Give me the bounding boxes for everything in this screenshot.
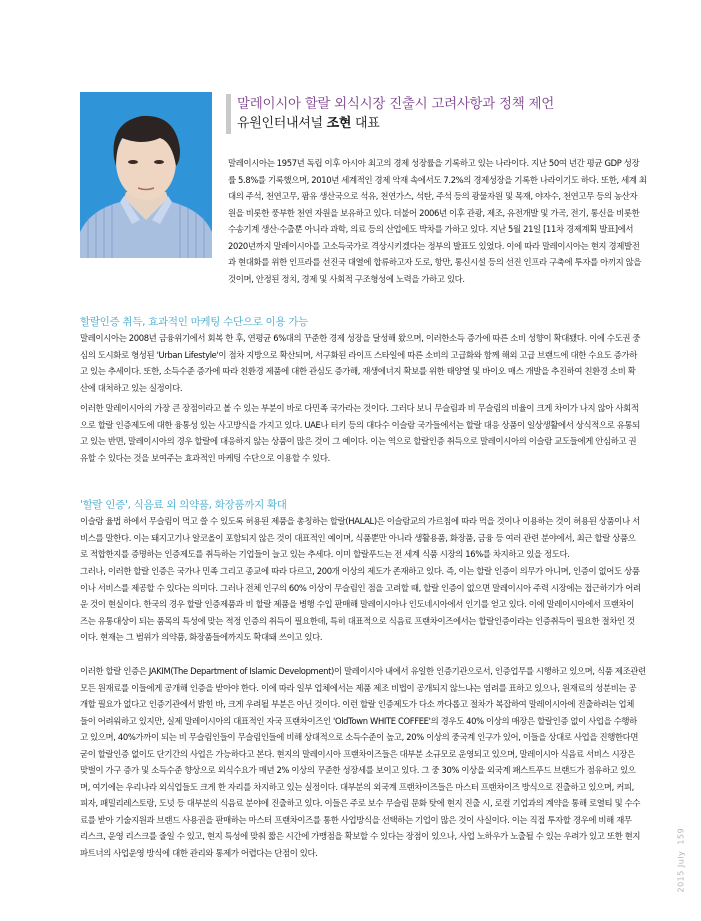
text-line: 고 있으며, 40%가까이 되는 비 무슬림인들이 무슬림인들에 비해 상대적으로 소득수준이 높고, 20% 이상의 중국계 인구가 있어, 이들을 상대로 사업을 진행한다면 — [80, 732, 639, 742]
section-heading: 할랄인증 취득, 효과적인 마케팅 수단으로 이용 가능 — [80, 316, 308, 328]
text-line: 이러한 할랄 인증은 JAKIM(The Department of Islamic Development)이 말레이시아 내에서 유일한 인증기관으로서, 인증업무를 시행하고 있으며, 식품 제조관련 — [80, 666, 646, 676]
text-line: 유할 수 있다는 것을 보여주는 효과적인 마케팅 수단으로 이용할 수 있다. — [80, 452, 330, 463]
text-line: 이나 서비스를 제공할 수 있다는 의미다. 그러나 전체 인구의 60% 이상이 무슬림인 점을 고려할 때, 할랄 인증이 없으면 말레이시아 주력 시장에는 접근하기가 어려 — [80, 582, 641, 593]
text-line: 피자, 패밀리레스토랑, 도넛 등 대부분의 식음료 분야에 진출하고 있다. 이들은 주로 보수 무슬림 문화 탓에 현지 진출 시, 로컬 기업과의 계약을 통해 로열티 및 수수 — [80, 798, 641, 808]
article-byline — [237, 114, 554, 134]
text-line: 며, 여기에는 우리나라 외식업들도 크게 한 자리를 차지하고 있는 실정이다. 대부분의 외국계 프랜차이즈들은 마스터 프랜차이즈 방식으로 진출하고 있으며, 커피, — [80, 781, 634, 792]
text-line: 심의 도시화로 형성된 'Urban Lifestyle'이 점차 지방으로 확산되며, 서구화된 라이프 스타일에 따른 소비의 고급화와 함께 해외 고급 브랜드에 대한 수요도 증가하 — [80, 349, 637, 360]
section-1-paragraph-1 — [80, 330, 688, 396]
page-footer — [674, 805, 688, 895]
text-line: 으로 할랄 인증제도에 대한 융통성 있는 사고방식을 가지고 있다. UAE나 터키 등의 대다수 이슬람 국가들에서는 할랄 대응 상품이 일상생활에서 상식적으로 유통되 — [80, 419, 641, 430]
text-line: 모든 원재료를 이들에게 공개해 인증을 받아야 한다. 이에 따라 일부 업체에서는 제품 제조 비법이 공개되지 않느냐는 염려를 표하고 있으나, 원재료의 성분비는 공 — [80, 682, 637, 693]
text-line: 굳이 할랄인증 없이도 단기간의 사업은 가능하다고 본다. 현지의 말레이시아 프랜차이즈들은 대부분 소규모로 운영되고 있으며, 말레이시아 식음료 서비스 시장은 — [80, 748, 635, 759]
section-heading: '할랄 인증', 식음료 외 의약품, 화장품까지 확대 — [80, 499, 287, 511]
text-line: 말레이시아는 2008년 금융위기에서 회복 한 후, 연평균 6%대의 꾸준한 경제 성장을 달성해 왔으며, 이러한소득 증가에 따른 소비 성향이 확대됐다. 이에 수도권 중 — [80, 333, 641, 343]
text-line: 맞벌이 가구 증가 및 소득수준 향상으로 외식수요가 매년 2% 이상의 꾸준한 성장세를 보이고 있다. 그 중 30% 이상을 외국계 패스트푸드 브랜드가 점유하고 있으 — [80, 765, 636, 775]
text-line: 즈는 유통대상이 되는 품목의 특성에 맞는 적정 인증의 취득이 필요한데, 특히 대표적으로 식음료 프랜차이즈에서는 할랄인증이라는 인증취득이 필요한 절차인 것 — [80, 615, 635, 626]
page-number: 159 — [676, 827, 686, 845]
text-line: 과 현대화를 위한 인프라를 선진국 대열에 합류하고자 도로, 항만, 통신시설 등의 선진 인프라 구축에 투자를 아끼지 않을 — [228, 257, 642, 267]
section-1-paragraph-2 — [80, 400, 688, 466]
section-2-paragraph-1 — [80, 513, 688, 563]
text-line: 산에 대처하고 있는 실정이다. — [80, 382, 183, 393]
text-line: 이다. 현재는 그 범위가 의약품, 화장품들에까지도 확대돼 쓰이고 있다. — [80, 632, 323, 642]
text-line: 운 것이 현실이다. 한국의 경우 할랄 인증제품과 비 할랄 제품을 병행 수입 판매해 말레이시아나 인도네시아에서 인기를 얻고 있다. 이에 말레이시아에서 프랜차이 — [80, 599, 634, 609]
text-line: 비스를 말한다. 이는 돼지고기나 알코올이 포함되지 않은 것이 대표적인 예이며, 식품뿐만 아니라 생활용품, 화장품, 금융 등 여러 관련 분야에서, 최근 할랄 상품으 — [80, 532, 636, 543]
text-line: 이슬람 율법 하에서 무슬림이 먹고 쓸 수 있도록 허용된 제품을 총칭하는 할랄(HALAL)은 이슬람교의 가르침에 따라 먹을 것이나 이용하는 것이 허용된 상품이나 서 — [80, 516, 640, 526]
author-role: 대표 — [355, 116, 380, 131]
text-line: 이러한 말레이시아의 가장 큰 장점이라고 볼 수 있는 부분이 바로 다민족 국가라는 것이다. 그러다 보니 무슬림과 비 무슬림의 비율이 크게 차이가 나지 않아 사회적 — [80, 403, 639, 413]
text-line: 들이 어려워하고 있지만, 실제 말레이시아의 대표적인 자국 프랜차이즈인 'OldTown WHITE COFFEE'의 경우도 40% 이상의 매장은 할랄인증 없이 사업을 수행하 — [80, 715, 637, 726]
text-line: 2020년까지 말레이시아를 고소득국가로 격상시키겠다는 정부의 발표도 있었다. 이에 따라 말레이시아는 현지 경제발전 — [228, 240, 640, 251]
text-line: 대의 주석, 천연고무, 팜유 생산국으로 석유, 천연가스, 석탄, 주석 등의 광물자원 및 목재, 야자수, 천연고무 등의 농산자 — [228, 191, 638, 201]
author-organization: 유원인터내셔널 — [237, 116, 323, 131]
text-line: 료를 받아 기술지원과 브랜드 사용권을 판매하는 마스터 프랜차이즈를 통한 사업방식을 선택하는 기업이 많은 것이 사실이다. 이는 직접 투자할 경우에 비해 재무 — [80, 814, 632, 825]
text-line: 고 있는 반면, 말레이시아의 경우 할랄에 대응하지 않는 상품이 많은 것이 그 예이다. 이는 역으로 할랄인증 취득으로 말레이시아의 이슬람 교도들에게 안심하고 권 — [80, 436, 637, 446]
author-portrait-icon — [80, 92, 212, 258]
author-photo — [80, 92, 212, 258]
text-line: 그러나, 이러한 할랄 인증은 국가나 민족 그리고 종교에 따라 다르고, 200개 이상의 제도가 존재하고 있다. 즉, 이는 할랄 인증이 의무가 아니며, 인증이 없어도 상품 — [80, 566, 640, 576]
text-line: 것이며, 안정된 정치, 경제 및 사회적 구조형성에 노력을 가하고 있다. — [228, 273, 465, 284]
text-line: 고 있는 추세이다. 또한, 소득수준 증가에 따라 친환경 제품에 대한 관심도 증가해, 재생에너지 확보를 위한 태양열 및 바이오 매스 개발을 추진하여 친환경 소비 확 — [80, 366, 636, 376]
section-2-paragraph-2 — [80, 563, 688, 646]
author-name: 조현 — [326, 116, 352, 131]
article-header — [226, 94, 554, 134]
page-folio — [677, 803, 686, 893]
text-line: 말레이시아는 1957년 독립 이후 아시아 최고의 경제 성장률을 기록하고 있는 나라이다. 지난 50여 년간 평균 GDP 성장 — [228, 158, 640, 168]
issue-date: 2015 July — [676, 850, 686, 893]
text-line: 리스크, 운영 리스크를 줄일 수 있고, 현지 특성에 맞춰 짧은 시간에 가맹점을 확보할 수 있다는 장점이 있으나, 사업 노하우가 노출될 수 있는 우려가 있고 또한 현지 — [80, 831, 641, 841]
section-2-paragraph-3 — [80, 663, 688, 861]
text-line: 수송기계 생산·수출뿐 아니라 과학, 의료 등의 산업에도 박차를 가하고 있다. 지난 5월 21일 [11차 경제계획 발표]에서 — [228, 224, 634, 234]
article-title: 말레이시아 할랄 외식시장 진출시 고려사항과 정책 제언 — [237, 96, 554, 112]
intro-paragraph — [228, 155, 687, 287]
text-line: 파트너의 사업운영 방식에 대한 관리와 통제가 어렵다는 단점이 있다. — [80, 847, 318, 858]
text-line: 로 적합한지를 증명하는 인증제도를 취득하는 기업들이 늘고 있는 추세다. 이미 할랄푸드는 전 세계 식품 시장의 16%를 차지하고 있을 정도다. — [80, 549, 570, 559]
text-line: 률 5.8%를 기록했으며, 2010년 세계적인 경제 악재 속에서도 7.2%의 경제성장을 기록한 나라이기도 하다. 또한, 세계 최 — [228, 174, 647, 185]
text-line: 개할 필요가 없다고 인증기관에서 밝힌 바, 크게 우려될 부분은 아닌 것이다. 이런 할랄 인증제도가 다소 까다롭고 절차가 복잡하여 말레이시아에 진출하려는 업체 — [80, 699, 634, 709]
text-line: 원을 비롯한 풍부한 천연 자원을 보유하고 있다. 더불어 2006년 이후 관광, 제조, 유전개발 및 가곡, 전기, 통신을 비롯한 — [228, 207, 640, 218]
